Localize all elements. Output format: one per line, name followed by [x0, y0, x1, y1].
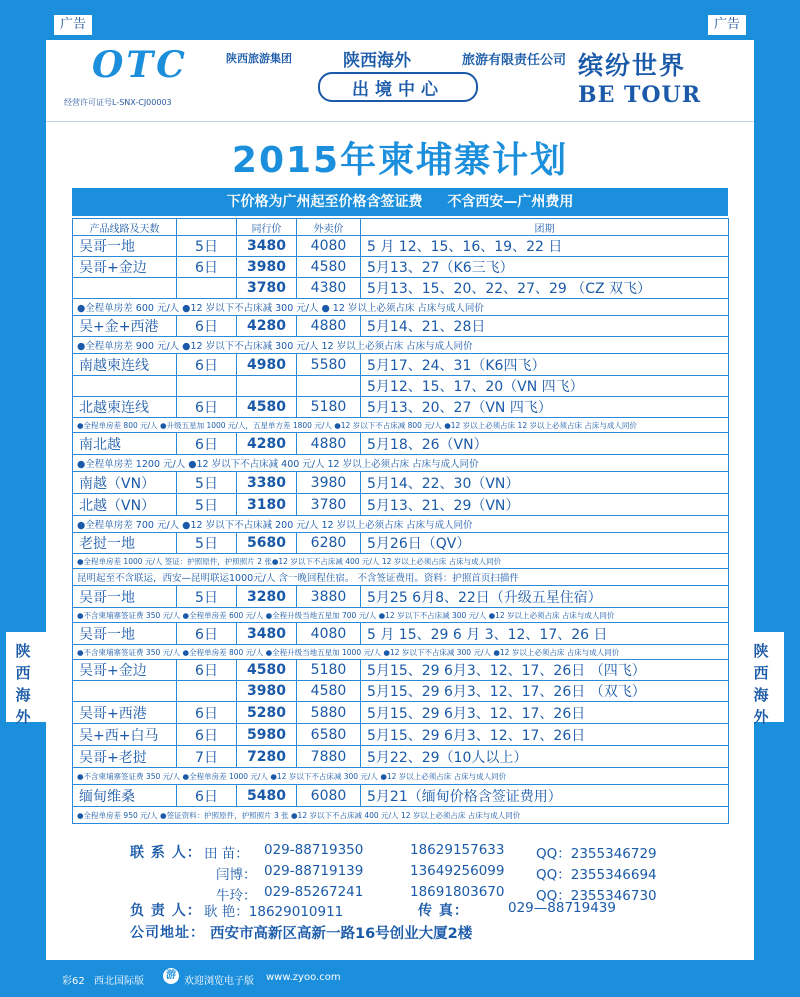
footer-edition: 西北国际版 — [94, 976, 144, 987]
table-note: ●全程单房差 950 元/人 ●签证资料：护照原件，护照照片 3 张 ●12 岁以下不占床减 400 元/人 12 岁以上必须占床 占床与成人同价 — [73, 807, 729, 824]
table-row — [73, 397, 729, 418]
days-cell: 6日 — [177, 316, 237, 337]
table-row — [73, 472, 729, 494]
retail-price-cell: 4380 — [297, 278, 361, 299]
table-note: ●不含柬埔寨签证费 350 元/人 ●全程单房差 800 元/人 ●全程升级当地五星加 1000 元/人 ●12 岁以下不占床减 300 元/人 ●12 岁以上必须占床 占床与成人同价 — [73, 645, 729, 660]
table-row — [73, 376, 729, 397]
table-note: 昆明起至不含联运，西安—昆明联运1000元/人 含一晚回程住宿。 不含签证费用。资料：护照首页扫描件 — [73, 569, 729, 586]
days-cell: 5日 — [177, 586, 237, 608]
dates-cell: 5 月 15、29 6 月 3、12、17、26 日 — [361, 623, 729, 645]
company-name: 陕西海外 — [342, 50, 411, 71]
agent-price-cell: 5680 — [237, 533, 297, 554]
retail-price-cell: 3980 — [297, 472, 361, 494]
footer-url: www.zyoo.com — [266, 972, 341, 983]
retail-price-cell: 4080 — [297, 236, 361, 257]
agent-price-cell: 3280 — [237, 586, 297, 608]
route-cell: 吴哥一地 — [73, 586, 177, 608]
ad-label-right: 广告 — [708, 15, 746, 35]
days-cell: 6日 — [177, 724, 237, 746]
table-row — [73, 354, 729, 376]
table-note: ●全程单房差 900 元/人 ●12 岁以下不占床减 300 元/人 12 岁以上必须占床 占床与成人同价 — [73, 337, 729, 354]
contact-name: 田 苗： — [204, 846, 249, 862]
contact-name: 闫博： — [216, 867, 257, 883]
manager-value: 耿 艳：18629010911 — [204, 904, 344, 920]
license-number: 经营许可证号L-SNX-CJ00003 — [64, 98, 172, 107]
retail-price-cell: 7880 — [297, 746, 361, 768]
agent-price-cell: 4580 — [237, 660, 297, 681]
table-row — [73, 660, 729, 681]
ad-label-left: 广告 — [54, 15, 92, 35]
route-cell: 缅甸维桑 — [73, 785, 177, 807]
route-cell — [73, 278, 177, 299]
agent-price-cell: 4280 — [237, 433, 297, 455]
days-cell: 6日 — [177, 623, 237, 645]
contact-name: 牛玲： — [216, 888, 257, 904]
agent-price-cell: 5980 — [237, 724, 297, 746]
dates-cell: 5月13、27（K6三飞） — [361, 257, 729, 278]
dates-cell: 5月15、29 6月3、12、17、26日 （双飞） — [361, 681, 729, 702]
outbound-center-ribbon: 出境中心 — [318, 72, 478, 102]
route-cell: 吴哥一地 — [73, 623, 177, 645]
brand-cn: 缤纷世界 — [578, 51, 687, 80]
route-cell: 南越（VN） — [73, 472, 177, 494]
dates-cell: 5 月 12、15、16、19、22 日 — [361, 236, 729, 257]
fax-label: 传 真： — [418, 903, 469, 919]
agent-price-cell: 4980 — [237, 354, 297, 376]
agent-price-cell: 7280 — [237, 746, 297, 768]
dates-cell: 5月14、22、30（VN） — [361, 472, 729, 494]
route-cell: 吴哥一地 — [73, 236, 177, 257]
table-row — [73, 278, 729, 299]
table-note: ●全程单房差 1000 元/人 签证：护照原件，护照照片 2 张●12 岁以下不占床减 400 元/人 12 岁以上必须占床 占床与成人同价 — [73, 554, 729, 569]
dates-cell: 5月13、20、27（VN 四飞） — [361, 397, 729, 418]
dates-cell: 5月25 6月8、22日（升级五星住宿） — [361, 586, 729, 608]
company-suffix: 旅游有限责任公司 — [461, 52, 566, 68]
price-table-body — [73, 236, 729, 824]
retail-price-cell: 6580 — [297, 724, 361, 746]
address-value: 西安市高新区高新一路16号创业大厦2楼 — [210, 926, 473, 942]
table-row — [73, 236, 729, 257]
retail-price-cell: 4580 — [297, 257, 361, 278]
dates-cell: 5月15、29 6月3、12、17、26日 — [361, 724, 729, 746]
route-cell: 吴哥+老挝 — [73, 746, 177, 768]
days-cell: 5日 — [177, 236, 237, 257]
brand-en: BE TOUR — [578, 82, 702, 108]
agent-price-cell: 5480 — [237, 785, 297, 807]
days-cell: 6日 — [177, 257, 237, 278]
table-row — [73, 746, 729, 768]
contact-qq: QQ：2355346729 — [536, 846, 657, 862]
route-cell: 老挝一地 — [73, 533, 177, 554]
days-cell: 6日 — [177, 660, 237, 681]
dates-cell: 5月17、24、31（K6四飞） — [361, 354, 729, 376]
agent-price-cell — [237, 376, 297, 397]
contact-tel: 029-85267241 — [264, 884, 364, 900]
retail-price-cell: 3880 — [297, 586, 361, 608]
contact-qq: QQ：2355346730 — [536, 888, 657, 904]
table-row — [73, 724, 729, 746]
contact-tel: 029-88719350 — [264, 842, 364, 858]
price-banner — [72, 188, 728, 216]
footer-page: 彩62 — [62, 976, 85, 987]
retail-price-cell: 5180 — [297, 660, 361, 681]
col-header-dates: 团期 — [361, 219, 729, 236]
route-cell — [73, 376, 177, 397]
company-block — [226, 46, 566, 104]
days-cell: 6日 — [177, 433, 237, 455]
table-row — [73, 623, 729, 645]
agent-price-cell: 4580 — [237, 397, 297, 418]
days-cell: 5日 — [177, 472, 237, 494]
days-cell — [177, 278, 237, 299]
route-cell: 吴+西+白马 — [73, 724, 177, 746]
dates-cell: 5月15、29 6月3、12、17、26日 （四飞） — [361, 660, 729, 681]
retail-price-cell: 4880 — [297, 433, 361, 455]
table-note-row — [73, 337, 729, 354]
col-header-days — [177, 219, 237, 236]
agent-price-cell: 3980 — [237, 681, 297, 702]
table-row — [73, 702, 729, 724]
table-note-row — [73, 455, 729, 472]
col-header-agent-price: 同行价 — [237, 219, 297, 236]
group-name: 陕西旅游集团 — [226, 52, 292, 65]
retail-price-cell: 4880 — [297, 316, 361, 337]
contact-tel: 029-88719139 — [264, 863, 364, 879]
dates-cell: 5月21（缅甸价格含签证费用） — [361, 785, 729, 807]
dates-cell: 5月22、29（10人以上） — [361, 746, 729, 768]
route-cell: 南越柬连线 — [73, 354, 177, 376]
route-cell: 吴哥+西港 — [73, 702, 177, 724]
days-cell: 6日 — [177, 354, 237, 376]
route-cell: 吴+金+西港 — [73, 316, 177, 337]
route-cell — [73, 681, 177, 702]
table-note: ●全程单房差 700 元/人 ●12 岁以下不占床减 200 元/人 12 岁以上必须占床 占床与成人同价 — [73, 516, 729, 533]
otc-logo: OTC — [92, 44, 188, 86]
table-note-row — [73, 645, 729, 660]
table-row — [73, 586, 729, 608]
banner-left: 下价格为广州起至价格含签证费 — [226, 194, 423, 210]
table-note: ●全程单房差 1200 元/人 ●12 岁以下不占床减 400 元/人 12 岁以上必须占床 占床与成人同价 — [73, 455, 729, 472]
table-note: ●全程单房差 600 元/人 ●12 岁以下不占床减 300 元/人 ● 12 岁以上必须占床 占床与成人同价 — [73, 299, 729, 316]
table-row — [73, 785, 729, 807]
route-cell: 吴哥+金边 — [73, 257, 177, 278]
col-header-retail-price: 外卖价 — [297, 219, 361, 236]
days-cell — [177, 376, 237, 397]
table-note-row — [73, 608, 729, 623]
table-row — [73, 433, 729, 455]
agent-price-cell: 3980 — [237, 257, 297, 278]
agent-price-cell: 3180 — [237, 494, 297, 516]
days-cell: 5日 — [177, 533, 237, 554]
table-note: ●全程单房差 800 元/人 ●升级五星加 1000 元/人，五星单方差 1800 元/人 ●12 岁以下不占床减 800 元/人 ●12 岁以上必须占床 12 岁以上必须占床 占床与成人同价 — [73, 418, 729, 433]
retail-price-cell: 4080 — [297, 623, 361, 645]
manager-label: 负 责 人： — [130, 903, 202, 919]
dates-cell: 5月14、21、28日 — [361, 316, 729, 337]
footer — [0, 964, 800, 997]
agent-price-cell: 4280 — [237, 316, 297, 337]
price-table — [72, 218, 729, 824]
table-note: ●不含柬埔寨签证费 350 元/人 ●全程单房差 600 元/人 ●全程升级当地五星加 700 元/人 ●12 岁以下不占床减 300 元/人 ●12 岁以上必须占床 占床与成人同价 — [73, 608, 729, 623]
route-cell: 吴哥+金边 — [73, 660, 177, 681]
retail-price-cell: 5180 — [297, 397, 361, 418]
table-row — [73, 533, 729, 554]
retail-price-cell: 6280 — [297, 533, 361, 554]
route-cell: 南北越 — [73, 433, 177, 455]
fax-value: 029—88719439 — [508, 900, 616, 916]
contact-label: 联 系 人： — [130, 845, 202, 861]
table-note-row — [73, 768, 729, 785]
agent-price-cell: 5280 — [237, 702, 297, 724]
contact-mobile: 13649256099 — [410, 863, 505, 879]
retail-price-cell: 6080 — [297, 785, 361, 807]
dates-cell: 5月18、26（VN） — [361, 433, 729, 455]
dates-cell: 5月12、15、17、20（VN 四飞） — [361, 376, 729, 397]
page-title: 2015年柬埔寨计划 — [231, 140, 569, 181]
table-note-row — [73, 418, 729, 433]
contact-qq: QQ：2355346694 — [536, 867, 657, 883]
contact-mobile: 18629157633 — [410, 842, 505, 858]
agent-price-cell: 3480 — [237, 236, 297, 257]
table-note-row — [73, 554, 729, 569]
side-label-right: 陕 西 海 外 — [753, 642, 769, 726]
table-note-row — [73, 569, 729, 586]
retail-price-cell — [297, 376, 361, 397]
retail-price-cell: 5880 — [297, 702, 361, 724]
retail-price-cell: 5580 — [297, 354, 361, 376]
table-row — [73, 681, 729, 702]
agent-price-cell: 3780 — [237, 278, 297, 299]
agent-price-cell: 3380 — [237, 472, 297, 494]
retail-price-cell: 3780 — [297, 494, 361, 516]
side-label-left: 陕 西 海 外 — [15, 642, 31, 726]
table-note-row — [73, 299, 729, 316]
route-cell: 北越柬连线 — [73, 397, 177, 418]
footer-welcome: 欢迎浏览电子版 — [184, 976, 254, 987]
address-label: 公司地址： — [130, 925, 205, 941]
dates-cell: 5月13、21、29（VN） — [361, 494, 729, 516]
route-cell: 北越（VN） — [73, 494, 177, 516]
days-cell: 6日 — [177, 785, 237, 807]
table-note-row — [73, 516, 729, 533]
agent-price-cell: 3480 — [237, 623, 297, 645]
days-cell — [177, 681, 237, 702]
dates-cell: 5月13、15、20、22、27、29 （CZ 双飞） — [361, 278, 729, 299]
col-header-route: 产品线路及天数 — [73, 219, 177, 236]
days-cell: 7日 — [177, 746, 237, 768]
retail-price-cell: 4580 — [297, 681, 361, 702]
table-row — [73, 257, 729, 278]
days-cell: 6日 — [177, 702, 237, 724]
footer-icon: 游 — [163, 968, 179, 984]
contact-mobile: 18691803670 — [410, 884, 505, 900]
days-cell: 6日 — [177, 397, 237, 418]
banner-right: 不含西安—广州费用 — [447, 194, 574, 210]
table-note-row — [73, 807, 729, 824]
table-row — [73, 494, 729, 516]
table-row — [73, 316, 729, 337]
dates-cell: 5月26日（QV） — [361, 533, 729, 554]
table-note: ●不含柬埔寨签证费 350 元/人 ●全程单房差 1000 元/人 ●12 岁以下不占床减 300 元/人 ●12 岁以上必须占床 占床与成人同价 — [73, 768, 729, 785]
days-cell: 5日 — [177, 494, 237, 516]
dates-cell: 5月15、29 6月3、12、17、26日 — [361, 702, 729, 724]
